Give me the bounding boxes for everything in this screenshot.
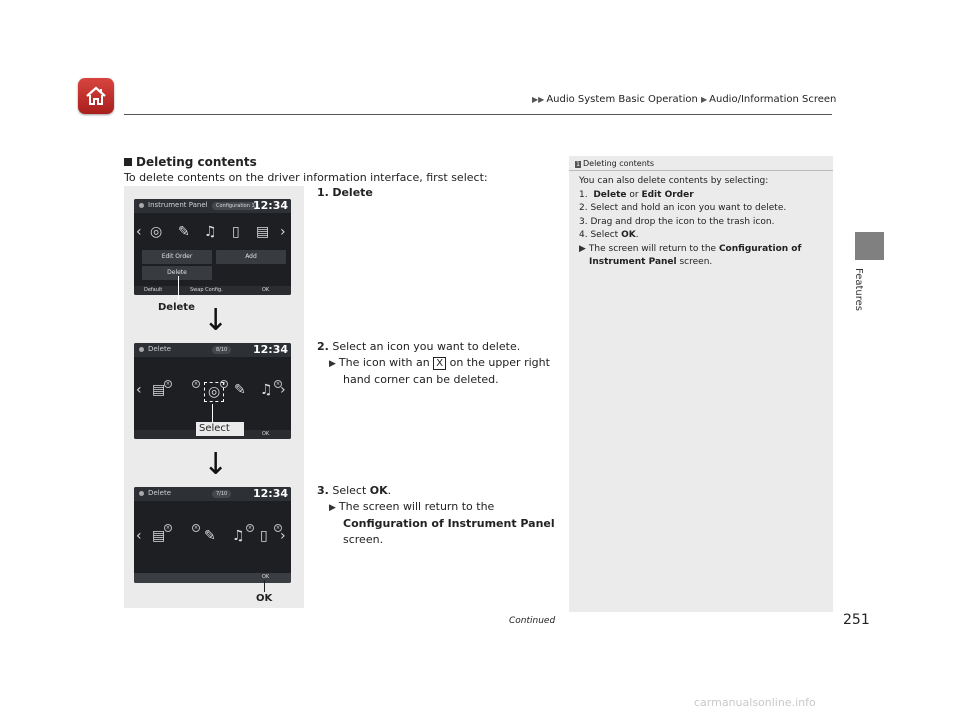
header-divider xyxy=(124,114,832,115)
step-2: 2. Select an icon you want to delete. ▶ The icon with an X on the upper right hand corner can be deleted. xyxy=(317,340,550,386)
breadcrumb-arrow-icon: ▶ xyxy=(701,95,708,104)
breadcrumb-link-audio-screen[interactable]: Audio/Information Screen xyxy=(709,94,837,105)
wrench-icon[interactable]: ✎ xyxy=(204,528,216,544)
delete-button[interactable]: Delete xyxy=(142,266,212,280)
chevron-left-icon: ‹ xyxy=(136,224,142,240)
screen-bottom-bar xyxy=(134,286,291,295)
delete-x-icon[interactable]: × xyxy=(165,525,171,531)
chevron-right-icon: › xyxy=(280,382,286,398)
delete-x-icon[interactable]: × xyxy=(193,525,199,531)
callout-select: Select xyxy=(196,422,244,436)
section-title: Deleting contents xyxy=(124,155,257,169)
delete-x-icon[interactable]: × xyxy=(275,381,281,387)
side-note xyxy=(569,156,833,612)
wrench-icon[interactable]: ✎ xyxy=(178,224,190,240)
chevron-left-icon: ‹ xyxy=(136,528,142,544)
info-icon[interactable]: ▤ xyxy=(152,528,166,544)
breadcrumb-arrow-icon: ▶▶ xyxy=(532,95,545,104)
x-box-icon: X xyxy=(433,357,446,370)
page-number: 251 xyxy=(843,612,870,628)
ok-button[interactable]: OK xyxy=(262,574,270,580)
screen-badge: 8/10 xyxy=(212,346,231,354)
note-heading: 1 Deleting contents xyxy=(576,159,655,168)
screen-icon-row xyxy=(134,525,291,551)
screen-clock: 12:34 xyxy=(252,199,288,212)
callout-line xyxy=(178,276,179,300)
note-marker-icon: 1 xyxy=(576,161,580,168)
chevron-right-icon: › xyxy=(280,224,286,240)
chapter-label: Features xyxy=(853,268,864,311)
delete-x-icon[interactable]: × xyxy=(275,525,281,531)
add-button[interactable]: Add xyxy=(216,250,286,264)
info-icon[interactable]: ▤ xyxy=(256,224,270,240)
chevron-right-icon: › xyxy=(280,528,286,544)
screen-icon-row xyxy=(134,221,291,247)
breadcrumb-link-audio-system[interactable]: Audio System Basic Operation xyxy=(546,94,698,105)
callout-line xyxy=(212,404,213,422)
down-arrow-icon: ↓ xyxy=(203,447,229,482)
home-button[interactable] xyxy=(78,78,114,114)
screen-delete-done xyxy=(134,487,291,583)
edit-order-button[interactable]: Edit Order xyxy=(142,250,212,264)
screen-badge: Configuration 1 xyxy=(212,202,259,210)
result-arrow-icon: ▶ xyxy=(579,243,586,254)
screen-title: Instrument Panel xyxy=(148,201,208,209)
screen-bottom-bar xyxy=(134,573,291,583)
note-divider xyxy=(569,170,833,171)
continued-label: Continued xyxy=(509,616,556,626)
chapter-tab[interactable] xyxy=(855,232,884,260)
phone-icon[interactable]: ▯ xyxy=(232,224,240,240)
delete-x-icon[interactable]: × xyxy=(165,381,171,387)
chevron-left-icon: ‹ xyxy=(136,382,142,398)
step-1: 1. Delete xyxy=(317,186,373,199)
screen-clock: 12:34 xyxy=(252,487,288,500)
callout-delete: Delete xyxy=(158,302,195,313)
screen-title: Delete xyxy=(148,489,171,497)
music-note-icon[interactable]: ♫ xyxy=(260,382,273,398)
gauge-icon[interactable]: ◎ xyxy=(204,382,224,402)
gauge-icon[interactable]: ◎ xyxy=(150,224,163,240)
down-arrow-icon: ↓ xyxy=(203,303,229,338)
screen-icon-row xyxy=(134,379,291,405)
step-3: 3. Select OK. ▶ The screen will return to the Configuration of Instrument Panel screen. xyxy=(317,484,555,546)
watermark: carmanualsonline.info xyxy=(694,696,816,709)
screen-badge: 7/10 xyxy=(212,490,231,498)
screen-title: Delete xyxy=(148,345,171,353)
result-arrow-icon: ▶ xyxy=(329,503,336,513)
ok-button[interactable]: OK xyxy=(262,287,270,293)
ok-button[interactable]: OK xyxy=(262,431,270,437)
note-body: You can also delete contents by selecting: 1. Delete or Edit Order 2. Select and hold an icon you want to delete. 3. Drag and drop the icon to the trash icon. 4. Select OK. ▶ The screen will return to the Configuration of Instrument Panel screen. xyxy=(579,176,802,267)
screen-instrument-panel xyxy=(134,199,291,295)
default-button[interactable]: Default xyxy=(144,287,163,293)
home-icon xyxy=(84,84,108,108)
section-intro: To delete contents on the driver information interface, first select: xyxy=(124,171,488,184)
info-icon[interactable]: ▤ xyxy=(152,382,166,398)
breadcrumb xyxy=(532,94,836,105)
square-bullet-icon xyxy=(124,158,132,166)
delete-x-icon[interactable]: × xyxy=(247,525,253,531)
screen-clock: 12:34 xyxy=(252,343,288,356)
callout-ok: OK xyxy=(256,593,273,604)
wrench-icon[interactable]: ✎ xyxy=(234,382,246,398)
swap-config-button[interactable]: Swap Config. xyxy=(190,287,223,293)
music-note-icon[interactable]: ♫ xyxy=(204,224,217,240)
phone-icon[interactable]: ▯ xyxy=(260,528,268,544)
music-note-icon[interactable]: ♫ xyxy=(232,528,245,544)
delete-x-icon[interactable]: × xyxy=(193,381,199,387)
result-arrow-icon: ▶ xyxy=(329,359,336,369)
callout-line xyxy=(264,580,265,592)
delete-x-icon[interactable]: × xyxy=(221,381,227,387)
